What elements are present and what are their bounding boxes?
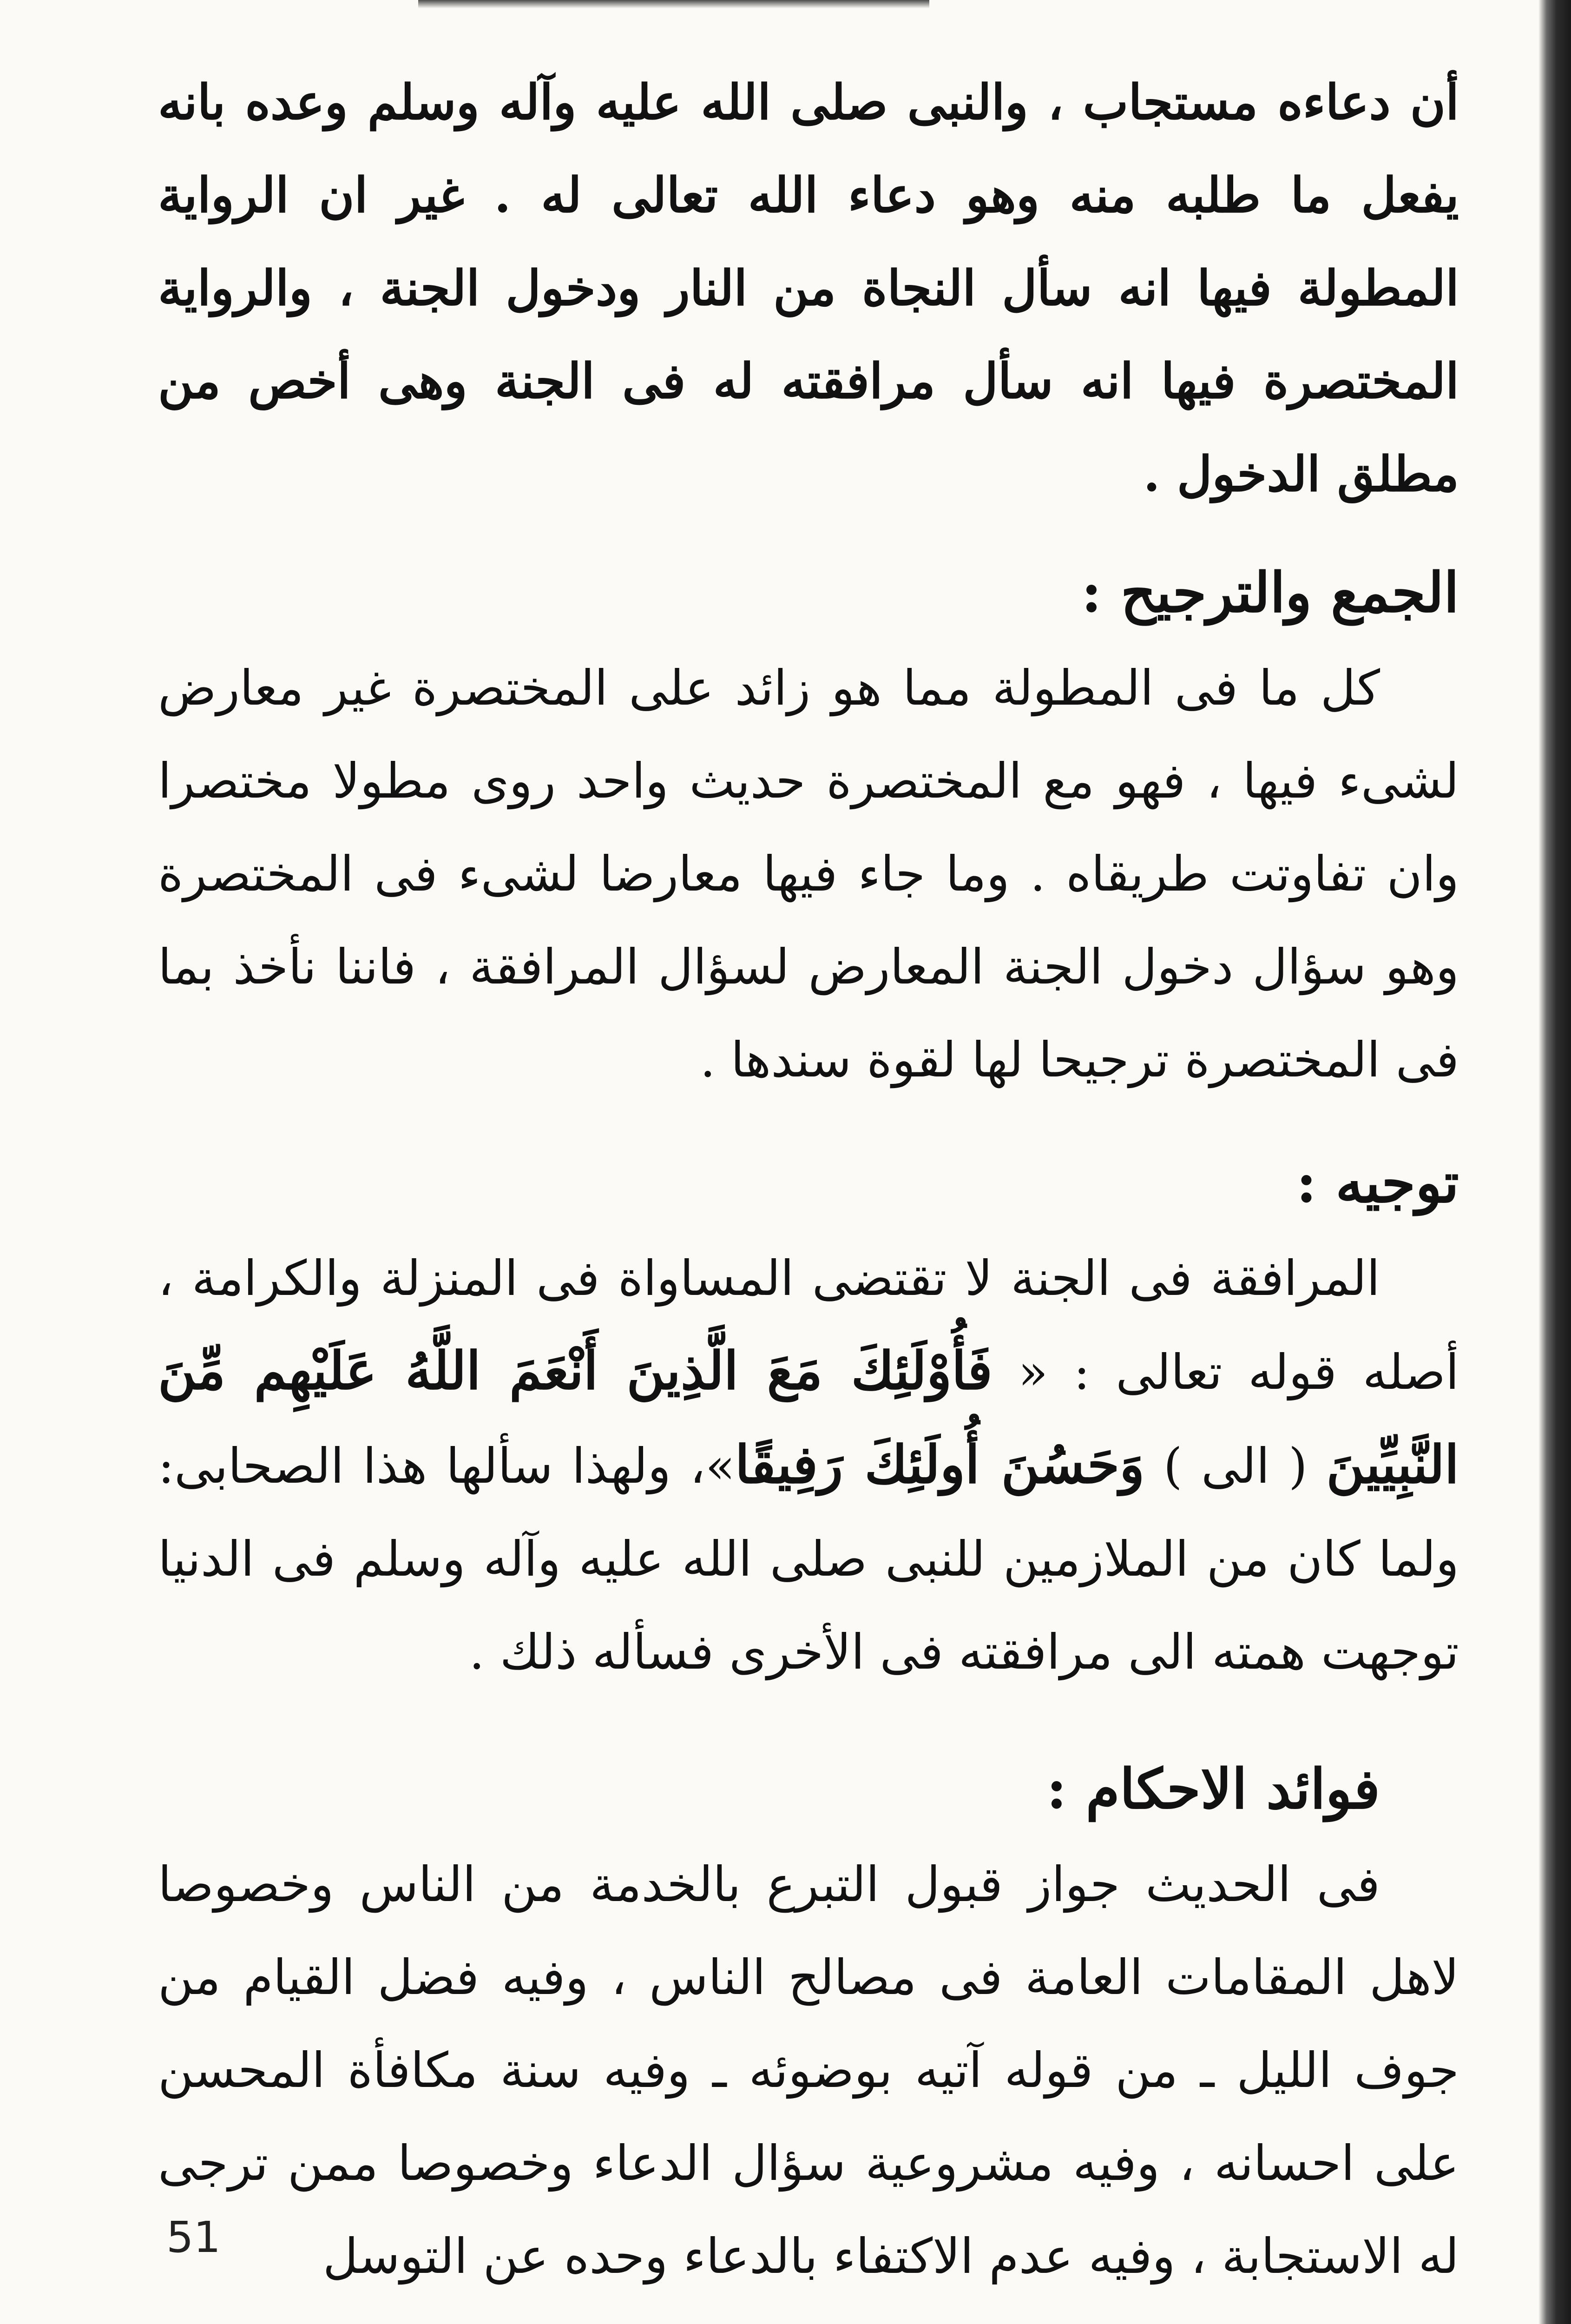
heading-jam-tarjih: الجمع والترجيح : (1081, 560, 1459, 625)
tawjih-text-before: المرافقة فى الجنة لا تقتضى المساواة فى المنزلة والكرامة ، أصله قوله تعالى : « (158, 1250, 1459, 1400)
tawjih-text-after: »، ولهذا سألها هذا الصحابى: ولما كان من الملازمين للنبى صلى الله عليه وآله وسلم فى الدنيا توجهت همته الى مرافقته فى الأخرى فسأله ذلك . (158, 1438, 1459, 1680)
heading-tawjih: توجيه : (1296, 1150, 1459, 1215)
book-binding-edge (1538, 0, 1571, 2324)
quran-verse-part-1: فَأُوْلَئِكَ مَعَ الَّذِينَ أَنْعَمَ اللَّهُ عَلَيْهِم مِّنَ النَّبِيِّينَ (158, 1340, 1459, 1495)
page-top-shadow (418, 0, 929, 8)
tawjih-text-middle: ( الى ) (1163, 1438, 1308, 1494)
intro-line-2: بانه يفعل ما طلبه منه وهو دعاء الله تعالى له . غير ان الرواية (158, 73, 1459, 224)
fawaid-paragraph: فى الحديث جواز قبول التبرع بالخدمة من الناس وخصوصا لاهل المقامات العامة فى مصالح الناس ، وفيه فضل القيام من جوف الليل ـ من قوله آتيه بوضوئه ـ وفيه سنة مكافأة المحسن على احسانه ، وفيه مشروعية سؤال الدعاء وخصوصا ممن ترجى له الاستجابة ، وفيه عدم الاكتفاء بالدعاء وحده عن التوسل (158, 1856, 1459, 2284)
intro-line-4: المختصرة فيها انه سأل مرافقته له فى الجنة وهى أخص من (158, 352, 1459, 409)
intro-line-1: أن دعاءه مستجاب ، والنبى صلى الله عليه وآله وسلم وعده (245, 73, 1459, 131)
jam-tarjih-paragraph: كل ما فى المطولة مما هو زائد على المختصرة غير معارض لشىء فيها ، فهو مع المختصرة حديث واحد روى مطولا مختصرا وان تفاوتت طريقاه . وما جاء فيها معارضا لشىء فى المختصرة وهو سؤال دخول الجنة المعارض لسؤال المرافقة ، فاننا نأخذ بما فى المختصرة ترجيحا لها لقوة سندها . (158, 660, 1459, 1088)
intro-paragraph (158, 56, 1459, 521)
intro-line-3: المطولة فيها انه سأل النجاة من النار ودخول الجنة ، والرواية (158, 259, 1459, 317)
tawjih-paragraph (158, 1232, 1459, 1698)
heading-fawaid-ahkam: فوائد الاحكام : (1046, 1756, 1380, 1821)
intro-line-5: مطلق الدخول . (1143, 445, 1459, 502)
quran-verse-part-2: وَحَسُنَ أُولَئِكَ رَفِيقًا (735, 1434, 1145, 1495)
page-number: 51 (166, 2212, 221, 2262)
